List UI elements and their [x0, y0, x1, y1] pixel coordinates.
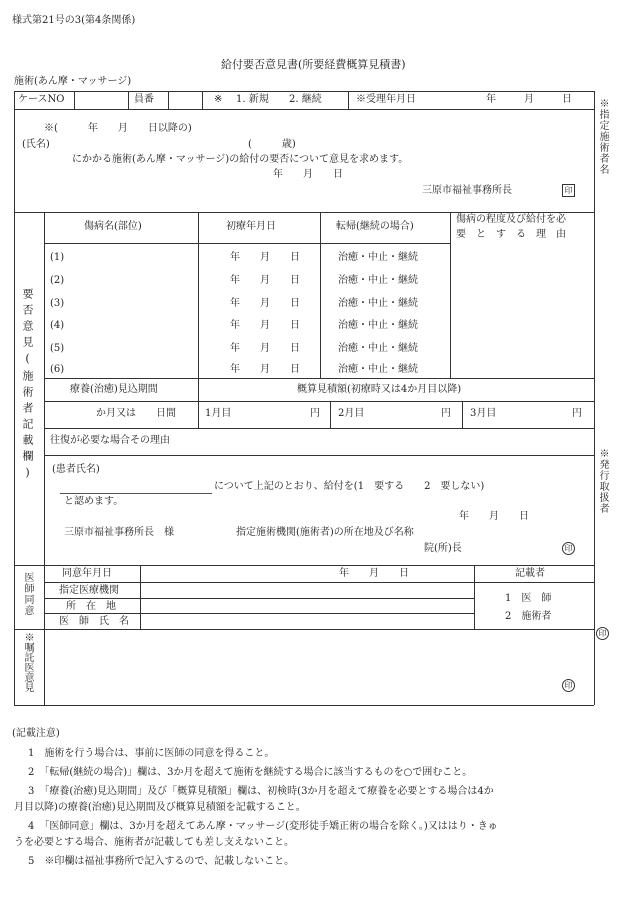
row-date: 年 月 日	[230, 320, 300, 331]
recorder-practitioner: 2 施術者	[505, 611, 552, 622]
recorder-doctor: 1 医 師	[505, 593, 552, 604]
request-since: ※( 年 月 日以降の)	[44, 123, 192, 134]
request-date: 年 月 日	[273, 169, 343, 180]
option-new: 1. 新規	[236, 94, 269, 105]
member-no-label: 員番	[134, 94, 154, 105]
request-age: ( 歳)	[248, 139, 296, 150]
medical-inst-label: 指定医療機関	[59, 585, 119, 596]
opinion-approve: と認めます。	[64, 496, 124, 507]
form-subtitle: 施術(あん摩・マッサージ)	[14, 76, 132, 87]
row-number: (4)	[50, 320, 65, 331]
mark-asterisk: ※	[214, 94, 223, 105]
side-issuer: ※発行取扱者	[597, 448, 608, 514]
row-outcome: 治癒・中止・継続	[338, 275, 418, 286]
side-designated-practitioner: ※指定施術者名	[597, 98, 608, 175]
row-number: (1)	[50, 252, 65, 263]
estimate-label: 概算見積額(初療時又は4か月目以降)	[297, 384, 462, 395]
request-seal: 印	[562, 184, 575, 197]
side-seal: 印	[596, 627, 609, 640]
opinion-facility: 指定施術機関(施術者)の所在地及び名称	[236, 527, 414, 538]
opinion-addressee: 三原市福祉事務所長 様	[64, 527, 174, 538]
header-first-date: 初療年月日	[226, 221, 276, 232]
consent-date-label: 同意年月日	[62, 568, 112, 579]
header-outcome: 転帰(継続の場合)	[336, 221, 414, 232]
row-outcome: 治癒・中止・継続	[338, 298, 418, 309]
received-day: 日	[562, 94, 572, 105]
doctor-name-label: 医 師 氏 名	[59, 616, 129, 627]
side-commission: ※嘱託医意見	[22, 632, 33, 692]
note-item: 1 施術を行う場合は、事前に医師の同意を得ること。	[28, 748, 275, 759]
form-number: 様式第21号の3(第4条関係)	[12, 15, 136, 26]
month-2-label: 2月目	[338, 408, 365, 419]
row-outcome: 治癒・中止・継続	[338, 320, 418, 331]
side-doctor-consent: 医師同意	[22, 572, 33, 616]
section-opinion-label: 要否意見(施術者記載欄)	[21, 288, 34, 484]
received-date-label: ※受理年月日	[356, 94, 416, 105]
row-outcome: 治癒・中止・継続	[338, 343, 418, 354]
opinion-director: 院(所)長	[424, 543, 462, 554]
option-continue: 2. 継続	[289, 94, 322, 105]
header-reason-2: 要 と す る 理 由	[456, 229, 566, 240]
note-item: 4 「医師同意」欄は、3か月を超えてあん摩・マッサージ(変形徒手矯正術の場合を除く。)又ははり・きゅ	[28, 821, 498, 832]
note-item: うを必要とする場合、施術者が記載しても差し支えないこと。	[14, 837, 294, 848]
row-number: (5)	[50, 343, 65, 354]
request-office: 三原市福祉事務所長	[422, 185, 512, 196]
notes-title: (記載注意)	[12, 728, 60, 739]
case-no-label: ケースNO	[18, 94, 65, 105]
patient-name-label: (患者氏名)	[52, 464, 100, 475]
consent-date: 年 月 日	[339, 568, 409, 579]
recorder-label: 記載者	[515, 568, 545, 579]
request-name-label: (氏名)	[22, 139, 50, 150]
form-title: 給付要否意見書(所要経費概算見積書)	[221, 58, 406, 71]
row-date: 年 月 日	[230, 298, 300, 309]
period-label: 療養(治癒)見込期間	[70, 384, 158, 395]
note-item: 5 ※印欄は福祉事務所で記入するので、記載しないこと。	[28, 856, 295, 867]
month-2-yen: 円	[441, 408, 451, 419]
month-1-label: 1月目	[205, 408, 232, 419]
opinion-seal: 印	[562, 542, 575, 555]
month-1-yen: 円	[310, 408, 320, 419]
month-3-label: 3月目	[470, 408, 497, 419]
note-item: 2 「転帰(継続の場合)」欄は、3か月を超えて施術を継続する場合に該当するものを○で囲むこと。	[28, 767, 473, 778]
row-outcome: 治癒・中止・継続	[338, 364, 418, 375]
month-3-yen: 円	[572, 408, 582, 419]
round-trip-reason-label: 往復が必要な場合その理由	[50, 435, 170, 446]
header-reason-1: 傷病の程度及び給付を必	[456, 214, 566, 225]
row-date: 年 月 日	[230, 252, 300, 263]
row-outcome: 治癒・中止・継続	[338, 252, 418, 263]
received-year: 年	[486, 94, 496, 105]
row-date: 年 月 日	[230, 343, 300, 354]
row-date: 年 月 日	[230, 275, 300, 286]
header-injury: 傷病名(部位)	[84, 221, 142, 232]
note-item: 3 「療養(治癒)見込期間」及び「概算見積額」欄は、初検時(3か月を超えて療養を必要とする場合は4か	[28, 786, 494, 797]
request-body: にかかる施術(あん摩・マッサージ)の給付の要否について意見を求めます。	[72, 154, 409, 165]
commission-seal: 印	[562, 679, 575, 692]
period-value: か月又は 日間	[96, 408, 176, 419]
row-date: 年 月 日	[230, 364, 300, 375]
address-label: 所 在 地	[66, 601, 116, 612]
received-month: 月	[524, 94, 534, 105]
row-number: (6)	[50, 364, 65, 375]
row-number: (2)	[50, 275, 65, 286]
note-item: 月目以降)の療養(治癒)見込期間及び概算見積額を記載すること。	[14, 802, 306, 813]
row-number: (3)	[50, 298, 65, 309]
opinion-date: 年 月 日	[459, 511, 529, 522]
opinion-sentence: について上記のとおり、給付を(1 要する 2 要しない)	[214, 481, 485, 492]
